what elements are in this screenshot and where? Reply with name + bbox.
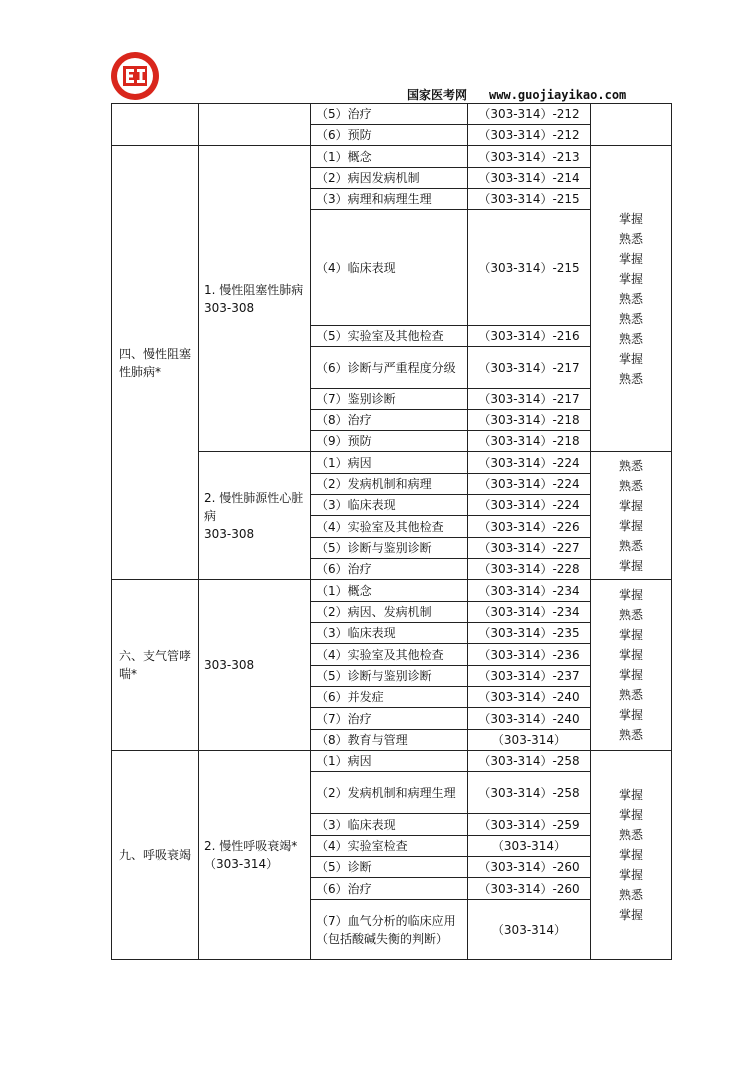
level-cell — [591, 580, 672, 751]
page-cell: （303-314）-226 — [468, 516, 591, 538]
page-cell: （303-314）-215 — [468, 210, 591, 326]
page-cell: （303-314）-224 — [468, 474, 591, 495]
page-cell: （303-314） — [468, 900, 591, 960]
item-cell: （4）实验室及其他检查 — [311, 644, 468, 666]
page-cell: （303-314）-236 — [468, 644, 591, 666]
level-label: 掌握 — [618, 848, 643, 862]
unit-code: 303-308 — [199, 580, 311, 751]
level-label: 掌握 — [618, 808, 643, 822]
page-cell: （303-314）-218 — [468, 410, 591, 431]
level-label: 掌握 — [618, 498, 643, 513]
site-name: 国家医考网 — [407, 88, 468, 102]
unit-cell — [199, 146, 311, 452]
item-cell: （7）血气分析的临床应用（包括酸碱失衡的判断） — [311, 900, 468, 960]
item-cell: （6）治疗 — [311, 559, 468, 580]
level-label: 熟悉 — [618, 728, 643, 742]
item-cell: （8）教育与管理 — [311, 730, 468, 751]
page-cell: （303-314）-212 — [468, 125, 591, 146]
item-cell: （5）诊断与鉴别诊断 — [311, 666, 468, 687]
page-cell: （303-314）-240 — [468, 708, 591, 730]
item-cell: （4）临床表现 — [311, 210, 468, 326]
level-label: 掌握 — [618, 211, 643, 226]
unit-name: 2. 慢性呼吸衰竭* — [204, 839, 298, 853]
level-label: 掌握 — [618, 271, 643, 286]
page-cell: （303-314）-260 — [468, 878, 591, 900]
page-cell: （303-314）-258 — [468, 751, 591, 772]
page-cell: （303-314）-237 — [468, 666, 591, 687]
item-cell: （2）发病机制和病理 — [311, 474, 468, 495]
page-cell: （303-314）-258 — [468, 772, 591, 814]
page-cell: （303-314）-217 — [468, 389, 591, 410]
page-cell: （303-314）-240 — [468, 687, 591, 708]
page-cell: （303-314）-227 — [468, 538, 591, 559]
page-cell: （303-314） — [468, 836, 591, 857]
level-label: 熟悉 — [618, 538, 643, 553]
item-cell: （4）实验室及其他检查 — [311, 516, 468, 538]
page-cell: （303-314）-216 — [468, 326, 591, 347]
item-cell: （6）治疗 — [311, 878, 468, 900]
unit-cell — [199, 751, 311, 960]
unit-cell — [199, 452, 311, 580]
page-cell: （303-314）-260 — [468, 857, 591, 878]
item-cell: （1）概念 — [311, 580, 468, 602]
unit-code: （303-314） — [204, 857, 279, 871]
unit-name: 1. 慢性阻塞性肺病 — [204, 282, 304, 297]
item-cell: （6）并发症 — [311, 687, 468, 708]
item-cell: （3）临床表现 — [311, 623, 468, 644]
page-cell: （303-314）-259 — [468, 814, 591, 836]
level-label: 熟悉 — [618, 888, 643, 902]
level-label: 熟悉 — [618, 331, 643, 346]
page-cell: （303-314）-215 — [468, 189, 591, 210]
level-label: 熟悉 — [618, 291, 643, 306]
level-label: 掌握 — [618, 558, 643, 573]
level-label: 掌握 — [618, 588, 643, 602]
item-cell: （2）病因发病机制 — [311, 168, 468, 189]
level-label: 掌握 — [618, 351, 643, 366]
level-label: 熟悉 — [618, 458, 643, 473]
page-cell: （303-314）-218 — [468, 431, 591, 452]
unit-name: 2. 慢性肺源性心脏病 — [204, 490, 304, 523]
page-cell: （303-314）-214 — [468, 168, 591, 189]
guojiayikao-logo-icon — [110, 51, 160, 101]
item-cell: （9）预防 — [311, 431, 468, 452]
unit-code: 303-308 — [204, 526, 255, 541]
page-cell: （303-314）-234 — [468, 580, 591, 602]
level-label: 熟悉 — [618, 311, 643, 326]
table-row — [112, 104, 672, 125]
chapter-cell: 六、支气管哮喘* — [112, 580, 199, 751]
item-cell: （5）实验室及其他检查 — [311, 326, 468, 347]
page-cell: （303-314）-213 — [468, 146, 591, 168]
item-cell: （3）临床表现 — [311, 495, 468, 516]
level-label: 掌握 — [618, 788, 643, 802]
table-row — [112, 580, 672, 602]
level-cell — [591, 146, 672, 452]
level-cell — [591, 452, 672, 580]
page-header — [407, 86, 626, 103]
level-label: 掌握 — [618, 708, 643, 722]
item-cell: （6）诊断与严重程度分级 — [311, 347, 468, 389]
chapter-cell: 四、慢性阻塞性肺病* — [112, 146, 199, 580]
page-cell: （303-314）-234 — [468, 602, 591, 623]
item-cell: （7）鉴别诊断 — [311, 389, 468, 410]
level-label: 熟悉 — [618, 688, 643, 702]
level-cell — [591, 751, 672, 960]
item-cell: （5）诊断与鉴别诊断 — [311, 538, 468, 559]
item-cell: （5）诊断 — [311, 857, 468, 878]
page-cell: （303-314）-224 — [468, 452, 591, 474]
site-url[interactable]: www.guojiayikao.com — [489, 88, 627, 102]
table-row — [112, 751, 672, 772]
level-label: 掌握 — [618, 648, 643, 662]
item-cell: （3）临床表现 — [311, 814, 468, 836]
level-label: 熟悉 — [618, 478, 643, 493]
page-cell: （303-314）-217 — [468, 347, 591, 389]
level-label: 熟悉 — [618, 828, 643, 842]
item-cell: （7）治疗 — [311, 708, 468, 730]
level-label: 熟悉 — [618, 608, 643, 622]
page-cell: （303-314）-224 — [468, 495, 591, 516]
page-cell: （303-314）-212 — [468, 104, 591, 125]
item-cell: （3）病理和病理生理 — [311, 189, 468, 210]
chapter-cell: 九、呼吸衰竭 — [112, 751, 199, 960]
item-cell: （2）病因、发病机制 — [311, 602, 468, 623]
level-label: 熟悉 — [618, 371, 643, 386]
item-cell: （8）治疗 — [311, 410, 468, 431]
unit-code: 303-308 — [204, 300, 255, 315]
page-cell: （303-314）-235 — [468, 623, 591, 644]
page-cell: （303-314） — [468, 730, 591, 751]
item-cell: （1）病因 — [311, 452, 468, 474]
level-label: 掌握 — [618, 251, 643, 266]
item-cell: （6）预防 — [311, 125, 468, 146]
level-label: 熟悉 — [618, 231, 643, 246]
level-label: 掌握 — [618, 868, 643, 882]
page-cell: （303-314）-228 — [468, 559, 591, 580]
level-label: 掌握 — [618, 518, 643, 533]
level-label: 掌握 — [618, 628, 643, 642]
item-cell: （2）发病机制和病理生理 — [311, 772, 468, 814]
level-label: 掌握 — [618, 908, 643, 922]
item-cell: （5）治疗 — [311, 104, 468, 125]
level-label: 掌握 — [618, 668, 643, 682]
table-row — [112, 146, 672, 168]
item-cell: （4）实验室检查 — [311, 836, 468, 857]
syllabus-table — [111, 103, 672, 960]
item-cell: （1）病因 — [311, 751, 468, 772]
item-cell: （1）概念 — [311, 146, 468, 168]
